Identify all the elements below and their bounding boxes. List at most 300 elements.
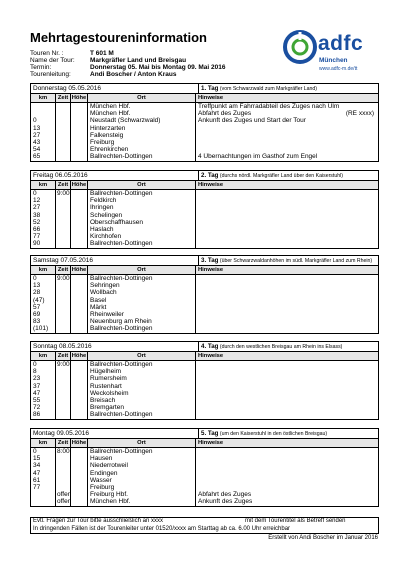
cell-km: 47: [31, 390, 56, 397]
day-header: [31, 429, 378, 439]
day-date: Sonntag 08.05.2016: [31, 342, 199, 351]
table-row: [31, 125, 378, 132]
cell-hinweis: [196, 325, 378, 332]
cell-zeit: [56, 212, 71, 219]
cell-hoehe: [71, 146, 88, 153]
cell-hinweis: [196, 240, 378, 247]
cell-hinweis: [196, 153, 378, 160]
cell-hinweis: [196, 204, 378, 211]
cell-hinweis: [196, 383, 378, 390]
cell-hoehe: [71, 103, 88, 110]
cell-hinweis: [196, 375, 378, 382]
table-row: [31, 491, 378, 498]
cell-hoehe: [71, 110, 88, 117]
cell-zeit: [56, 325, 71, 332]
table-row: [31, 375, 378, 382]
col-zeit: Zeit: [56, 352, 71, 360]
cell-km: 27: [31, 132, 56, 139]
cell-hoehe: [71, 132, 88, 139]
cell-hinweis: [196, 462, 378, 469]
cell-ort: Feldkirch: [88, 197, 196, 204]
cell-zeit: offen: [57, 498, 72, 506]
day-number: 3. Tag: [201, 257, 219, 264]
cell-zeit: [56, 297, 71, 304]
cell-hinweis: [196, 197, 378, 204]
cell-zeit: [56, 411, 71, 418]
cell-hoehe: [71, 289, 88, 296]
cell-hinweis: [196, 212, 378, 219]
col-ort: Ort: [88, 439, 196, 447]
cell-km: [31, 498, 56, 505]
cell-hinweis-text: 4 Übernachtungen im Gasthof zum Engel: [198, 153, 318, 161]
cell-km: 54: [31, 146, 56, 153]
cell-km: 47: [31, 470, 56, 477]
logo-city: München: [319, 57, 348, 64]
cell-zeit: [56, 470, 71, 477]
tour-info: [30, 50, 225, 78]
cell-hinweis: [196, 282, 378, 289]
cell-km: 55: [31, 397, 56, 404]
day-route-desc: (über Schwarzwaldanhöhen im südl. Markgräfler Land zum Rhein): [219, 258, 373, 264]
cell-hoehe: [71, 139, 88, 146]
day-table: [30, 255, 379, 334]
col-hoehe: Höhe: [71, 353, 87, 359]
cell-hinweis: [196, 103, 378, 110]
day-number: 2. Tag: [201, 172, 219, 179]
cell-hoehe: [71, 318, 88, 325]
cell-ort: Märkt: [88, 304, 196, 311]
column-header: [31, 439, 378, 448]
cell-ort: München Hbf.: [88, 103, 196, 110]
cell-zeit: [56, 390, 71, 397]
cell-hoehe: [71, 462, 88, 469]
cell-hinweis: [196, 146, 378, 153]
cell-km: 15: [31, 455, 56, 462]
table-row: [31, 212, 378, 219]
cell-hinweis: [196, 132, 378, 139]
cell-zeit: [56, 462, 71, 469]
table-row: [31, 325, 378, 332]
day-route-desc: (vom Schwarzwald zum Markgräfler Land): [219, 86, 318, 92]
day-date: Freitag 06.05.2016: [31, 171, 199, 180]
column-header: [31, 94, 378, 103]
col-km: km: [31, 94, 56, 102]
table-row: [31, 383, 378, 390]
cell-hoehe: [71, 383, 88, 390]
cell-ort: Kirchhofen: [88, 233, 196, 240]
day-table: [30, 341, 379, 420]
cell-hoehe: [71, 477, 88, 484]
cell-ort: München Hbf.: [88, 498, 196, 505]
cell-ort: Ballrechten-Dottingen: [88, 240, 196, 247]
table-row: [31, 103, 378, 110]
tour-name: Markgräfler Land und Breisgau: [90, 57, 187, 64]
table-row: [31, 470, 378, 477]
cell-hinweis: [196, 470, 378, 477]
cell-hoehe: [71, 275, 88, 282]
table-row: [31, 311, 378, 318]
cell-ort: Freiburg Hbf.: [88, 491, 196, 498]
table-row: [31, 117, 378, 124]
cell-hoehe: [71, 325, 88, 332]
cell-ort: Ballrechten-Dottingen: [88, 190, 196, 197]
cell-hinweis: [196, 477, 378, 484]
cell-km: 43: [31, 139, 56, 146]
cell-km: 0: [31, 448, 56, 455]
cell-hinweis: [196, 125, 378, 132]
day-header: [31, 171, 378, 181]
cell-km: 72: [31, 404, 56, 411]
col-hinweise: Hinweise: [198, 267, 224, 273]
day-number: 5. Tag: [201, 430, 219, 437]
cell-ort: Falkensteig: [88, 132, 196, 139]
cell-hoehe: [71, 197, 88, 204]
cell-ort: Ballrechten-Dottingen: [88, 153, 196, 160]
cell-ort: Ihringen: [88, 204, 196, 211]
page-title: Mehrtagestoureninformation: [30, 30, 207, 45]
cell-zeit: [56, 289, 71, 296]
cell-ort: Hausen: [88, 455, 196, 462]
cell-km: 34: [31, 462, 56, 469]
cell-zeit: [56, 282, 71, 289]
table-row: [31, 226, 378, 233]
table-row: [31, 153, 378, 160]
cell-zeit: [56, 240, 71, 247]
cell-zeit: 9:00: [57, 275, 70, 282]
cell-ort: Rumersheim: [88, 375, 196, 382]
table-row: [31, 289, 378, 296]
cell-km: 0: [31, 361, 56, 368]
table-row: [31, 462, 378, 469]
col-zeit: Zeit: [56, 439, 71, 447]
cell-hinweis: [196, 491, 378, 498]
table-row: [31, 204, 378, 211]
cell-km: 57: [31, 304, 56, 311]
cell-hoehe: [71, 368, 88, 375]
cell-zeit: [56, 117, 71, 124]
day-date: Donnerstag 05.05.2016: [31, 84, 199, 93]
cell-ort: Ballrechten-Dottingen: [88, 325, 196, 332]
column-header: [31, 181, 378, 190]
column-header: [31, 266, 378, 275]
col-km: km: [31, 352, 56, 360]
day-route-desc: (um den Kaiserstuhl in den östlichen Breisgau): [219, 431, 328, 437]
cell-zeit: [56, 383, 71, 390]
cell-hinweis: [196, 139, 378, 146]
cell-km: 77: [31, 484, 56, 491]
cell-hinweis-text: Ankunft des Zuges und Start der Tour: [198, 117, 306, 125]
cell-zeit: [56, 397, 71, 404]
cell-ort: München Hbf.: [88, 110, 196, 117]
day-table: [30, 170, 379, 249]
cell-zeit: 9:00: [57, 361, 70, 368]
table-row: [31, 132, 378, 139]
cell-hoehe: [71, 219, 88, 226]
table-row: [31, 304, 378, 311]
day-number: 4. Tag: [201, 343, 219, 350]
cell-km: 69: [31, 311, 56, 318]
col-hinweise: Hinweise: [198, 182, 224, 188]
cell-hinweis: [196, 219, 378, 226]
cell-km: 23: [31, 375, 56, 382]
cell-zeit: [56, 304, 71, 311]
cell-ort: Rustenhart: [88, 383, 196, 390]
col-ort: Ort: [88, 266, 196, 274]
cell-hinweis: [196, 117, 378, 124]
day-route-desc: (durchs nördl. Markgräfler Land über den Kaiserstuhl): [219, 173, 343, 179]
cell-km: 90: [31, 240, 56, 247]
cell-zeit: [56, 146, 71, 153]
cell-ort: Basel: [88, 297, 196, 304]
cell-hoehe: [71, 411, 88, 418]
col-ort: Ort: [88, 181, 196, 189]
day-date: Montag 09.05.2016: [31, 429, 199, 438]
info-label: Tourenleitung:: [30, 71, 71, 78]
cell-km: 66: [31, 226, 56, 233]
cell-hoehe: [71, 470, 88, 477]
cell-zeit: [56, 233, 71, 240]
cell-hoehe: [71, 448, 88, 455]
cell-hinweis: [196, 289, 378, 296]
tour-dates: Donnerstag 05. Mai bis Montag 09. Mai 2016: [90, 64, 226, 71]
cell-zeit: [56, 477, 71, 484]
cell-km: (47): [31, 297, 56, 304]
col-hoehe: Höhe: [71, 440, 87, 446]
cell-ort: Ballrechten-Dottingen: [88, 275, 196, 282]
cell-km: 52: [31, 219, 56, 226]
cell-hinweis: [196, 304, 378, 311]
day-date: Samstag 07.05.2016: [31, 256, 199, 265]
cell-hinweis: [196, 397, 378, 404]
col-hinweise: Hinweise: [198, 353, 224, 359]
col-km: km: [31, 266, 56, 274]
cell-km: 13: [31, 125, 56, 132]
table-row: [31, 282, 378, 289]
cell-zeit: [56, 125, 71, 132]
footer-emergency: In dringenden Fällen ist der Tourenleiter unter 01520/xxxx am Starttag ab ca. 6.00 Uhr erreichbar: [33, 525, 291, 532]
cell-zeit: [56, 375, 71, 382]
cell-hinweis: [196, 448, 378, 455]
tour-number: T 601 M: [90, 50, 114, 57]
cell-zeit: 8:00: [57, 448, 70, 455]
cell-km: 27: [31, 204, 56, 211]
cell-hinweis: [196, 484, 378, 491]
cell-km: 28: [31, 289, 56, 296]
cell-ort: Sehringen: [88, 282, 196, 289]
cell-hoehe: [71, 361, 88, 368]
info-label: Name der Tour:: [30, 57, 75, 64]
cell-ort: Oberschaffhausen: [88, 219, 196, 226]
cell-zeit: [56, 318, 71, 325]
cell-ort: Hinterzarten: [88, 125, 196, 132]
day-table: [30, 428, 379, 507]
cell-zeit: [56, 110, 71, 117]
cell-km: 37: [31, 383, 56, 390]
cell-km: [31, 110, 56, 117]
table-row: [31, 318, 378, 325]
cell-hinweis: [196, 110, 378, 117]
cell-hoehe: [71, 226, 88, 233]
table-row: [31, 404, 378, 411]
cell-hinweis: [196, 190, 378, 197]
cell-hoehe: [71, 491, 88, 498]
day-header: [31, 342, 378, 352]
col-hinweise: Hinweise: [198, 95, 224, 101]
cell-zeit: [56, 484, 71, 491]
cell-km: 38: [31, 212, 56, 219]
col-hoehe: Höhe: [71, 182, 87, 188]
table-row: [31, 455, 378, 462]
cell-zeit: [56, 219, 71, 226]
info-label: Termin:: [30, 64, 52, 71]
cell-ort: Ballrechten-Dottingen: [88, 411, 196, 418]
cell-hoehe: [71, 117, 88, 124]
cell-ort: Ballrechten-Dottingen: [88, 448, 196, 455]
cell-hoehe: [71, 404, 88, 411]
footer-box: [30, 517, 379, 534]
table-row: [31, 397, 378, 404]
day-header: [31, 256, 378, 266]
table-row: [31, 498, 378, 505]
cell-hoehe: [71, 153, 88, 160]
cell-zeit: offen: [57, 491, 72, 499]
cell-hoehe: [71, 375, 88, 382]
col-zeit: Zeit: [56, 181, 71, 189]
table-row: [31, 448, 378, 455]
table-row: [31, 390, 378, 397]
cell-hoehe: [71, 204, 88, 211]
cell-zeit: [56, 368, 71, 375]
cell-hinweis-text: Treffpunkt am Fahrradabteil des Zuges nach Ulm: [198, 103, 340, 110]
cell-hinweis-text: Abfahrt des Zuges: [198, 110, 252, 118]
day-table: [30, 83, 379, 162]
cell-zeit: 9:00: [57, 190, 70, 197]
table-row: [31, 240, 378, 247]
cell-km: [31, 103, 56, 110]
cell-hinweis: [196, 455, 378, 462]
cell-hinweis: [196, 390, 378, 397]
cell-hinweis-text: Abfahrt des Zuges: [198, 491, 252, 499]
col-ort: Ort: [88, 352, 196, 360]
col-hoehe: Höhe: [71, 95, 87, 101]
cell-ort: Breisach: [88, 397, 196, 404]
day-route: [199, 429, 378, 438]
cell-hinweis-text: Ankunft des Zuges: [198, 498, 253, 506]
cell-km: 0: [31, 275, 56, 282]
cell-hinweis: [196, 311, 378, 318]
cell-hoehe: [71, 397, 88, 404]
cell-km: 0: [31, 117, 56, 124]
cell-ort: Haslach: [88, 226, 196, 233]
cell-hoehe: [71, 390, 88, 397]
table-row: [31, 361, 378, 368]
cell-ort: Bremgarten: [88, 404, 196, 411]
col-ort: Ort: [88, 94, 196, 102]
day-route: [199, 84, 378, 93]
cell-km: 86: [31, 411, 56, 418]
table-row: [31, 110, 378, 117]
day-number: 1. Tag: [201, 85, 219, 92]
day-route: [199, 256, 378, 265]
cell-zeit: [56, 132, 71, 139]
cell-hinweis: [196, 498, 378, 505]
cell-km: 12: [31, 197, 56, 204]
cell-zeit: [56, 153, 71, 160]
cell-ort: Freiburg: [88, 484, 196, 491]
cell-zeit: [56, 404, 71, 411]
day-header: [31, 84, 378, 94]
tour-leaders: Andi Boscher / Anton Kraus: [90, 71, 177, 78]
cell-hoehe: [71, 455, 88, 462]
cell-ort: Schelingen: [88, 212, 196, 219]
cell-ort: Endingen: [88, 470, 196, 477]
table-row: [31, 219, 378, 226]
cell-hoehe: [71, 297, 88, 304]
cell-zeit: [56, 197, 71, 204]
info-label: Touren Nr. :: [30, 50, 64, 57]
col-hoehe: Höhe: [71, 267, 87, 273]
cell-km: 83: [31, 318, 56, 325]
cell-ort: Weckolsheim: [88, 390, 196, 397]
cell-hoehe: [71, 498, 88, 505]
cell-zeit: [56, 311, 71, 318]
col-km: km: [31, 181, 56, 189]
cell-hoehe: [71, 240, 88, 247]
cell-km: 0: [31, 190, 56, 197]
cell-hinweis: [196, 233, 378, 240]
day-route-desc: (durch den westlichen Breisgau am Rhein ins Elsass): [219, 344, 343, 350]
cell-ort: Wasser: [88, 477, 196, 484]
cell-zeit: [56, 455, 71, 462]
created-by: Erstellt von Andi Boscher im Januar 2016: [268, 535, 378, 541]
table-row: [31, 139, 378, 146]
cell-hinweis: [196, 361, 378, 368]
table-row: [31, 411, 378, 418]
cell-km: 13: [31, 282, 56, 289]
cell-ort: Ballrechten-Dottingen: [88, 361, 196, 368]
day-route: [199, 171, 378, 180]
table-row: [31, 275, 378, 282]
cell-hinweis: [196, 275, 378, 282]
col-zeit: Zeit: [56, 266, 71, 274]
table-row: [31, 146, 378, 153]
cell-hinweis: [196, 411, 378, 418]
cell-km: 61: [31, 477, 56, 484]
col-km: km: [31, 439, 56, 447]
cell-hoehe: [71, 125, 88, 132]
cell-km: 65: [31, 153, 56, 160]
cell-hinweis: [196, 368, 378, 375]
table-row: [31, 190, 378, 197]
cell-ort: Ehrenkirchen: [88, 146, 196, 153]
col-hinweise: Hinweise: [198, 440, 224, 446]
cell-ort: Hügelheim: [88, 368, 196, 375]
cell-km: 77: [31, 233, 56, 240]
cell-hinweis: [196, 318, 378, 325]
cell-hoehe: [71, 233, 88, 240]
cell-hinweis: [196, 226, 378, 233]
cell-ort: Neuenburg am Rhein: [88, 318, 196, 325]
cell-ort: Niederrotweil: [88, 462, 196, 469]
cell-zeit: [56, 139, 71, 146]
cell-zeit: [56, 204, 71, 211]
cell-hinweis: [196, 297, 378, 304]
table-row: [31, 197, 378, 204]
table-row: [31, 233, 378, 240]
column-header: [31, 352, 378, 361]
col-zeit: Zeit: [56, 94, 71, 102]
cell-hoehe: [71, 212, 88, 219]
